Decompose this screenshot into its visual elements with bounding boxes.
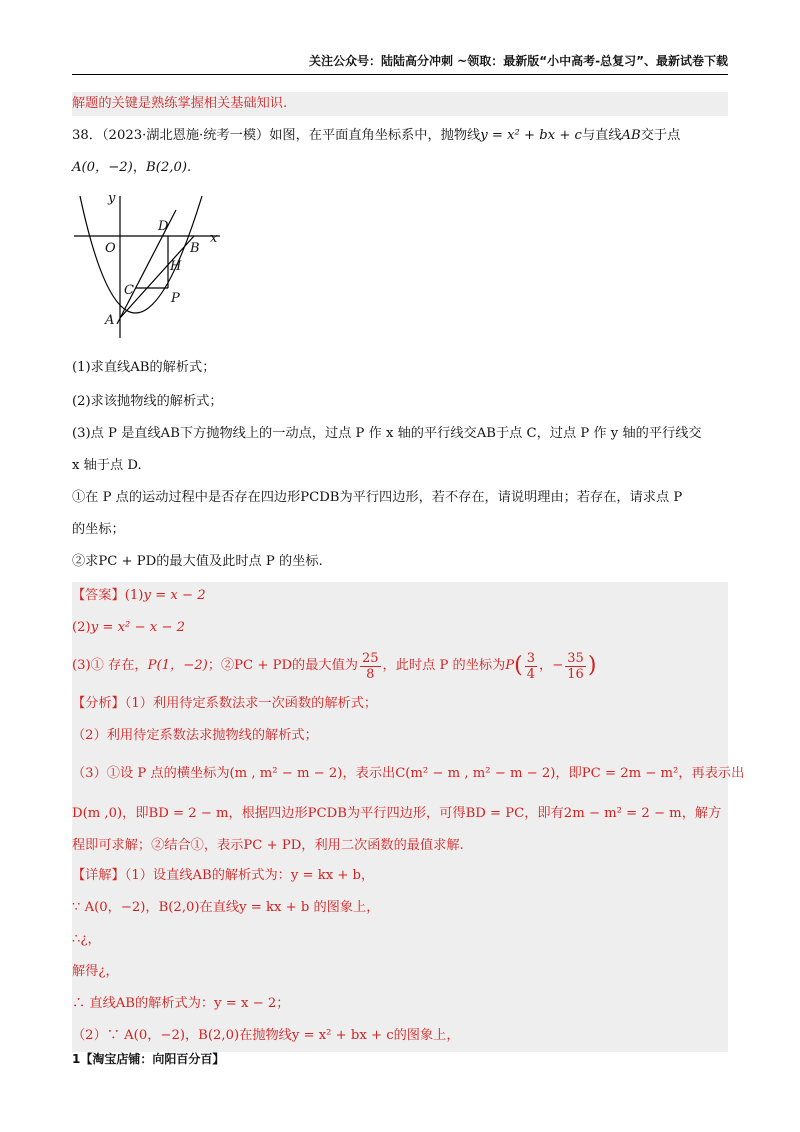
detail-line-3: ∴¿， [72,932,101,947]
label-d: D [158,219,169,234]
point-b: B(2,0) [146,160,187,175]
label-o: O [105,241,116,256]
answer-tag: 【答案】 [72,588,125,603]
analysis-line-4: D(m ,0)，即BD = 2 − m，根据四边形PCDB为平行四边形，可得BD = PC，即有2m − m² = 2 − m，解方 [72,806,722,821]
answer-line-1: 【答案】(1)y = x − 2 [72,588,206,603]
detail-line-1: 【详解】（1）设直线AB的解析式为：y = kx + b， [72,868,375,883]
analysis-line-1: 【分析】（1）利用待定系数法求一次函数的解析式； [72,696,378,711]
question-line-2: A(0，−2)，B(2,0). [72,160,192,175]
detail-line-4: 解得¿， [72,964,119,979]
header-text: 关注公众号：陆陆高分冲刺 ~领取：最新版“小中高考-总复习”、最新试卷下载 [309,54,728,68]
answer-line-3: (3)① 存在， P(1，−2) ；②PC + PD的最大值为 $\frac{25}{8}$ ，此时点 P 的坐标为 P ( $\frac{3}{4}$ ，− $\frac{35}{16}$ ) [72,650,597,682]
part-3-line-2: x 轴于点 D. [72,458,142,473]
answer-line-2: (2)y = x² − x − 2 [72,620,185,635]
label-a: A [105,313,115,328]
label-b: B [190,241,200,256]
solution-block [72,582,745,1052]
analysis-line-2: （2）利用待定系数法求抛物线的解析式； [72,728,318,743]
point-a: A(0，−2) [72,160,133,175]
max-value-fraction: $\frac{25}{8}$ [361,650,379,682]
page-header [72,48,728,75]
p-x-fraction: $\frac{3}{4}$ [526,650,536,682]
label-x: x [210,231,218,246]
page-footer: 1【淘宝店铺：向阳百分百】 [72,1052,225,1066]
sub-question-1-line-1: ①在 P 点的运动过程中是否存在四边形PCDB为平行四边形，若不存在，请说明理由；若存在，请求点 P [72,490,683,505]
label-c: C [124,283,134,298]
part-1: (1)求直线AB的解析式； [72,360,216,375]
detail-line-6: （2）∵ A(0，−2)，B(2,0)在抛物线y = x² + bx + c的图象上， [72,1028,460,1043]
prev-solution-line: 解题的关键是熟练掌握相关基础知识. [72,92,728,116]
detail-line-5: ∴ 直线AB的解析式为：y = x − 2； [72,996,290,1011]
analysis-line-3: （3）①设 P 点的横坐标为(m , m² − m − 2)，表示出C(m² − m , m² − m − 2)，即PC = 2m − m²，再表示出 [72,766,745,781]
part-3-line-1: (3)点 P 是直线AB下方抛物线上的一动点，过点 P 作 x 轴的平行线交AB于点 C，过点 P 作 y 轴的平行线交 [72,426,702,441]
detail-line-2: ∵ A(0，−2)，B(2,0)在直线y = kx + b 的图象上， [72,900,380,915]
part-2: (2)求该抛物线的解析式； [72,394,223,409]
sub-question-2: ②求PC + PD的最大值及此时点 P 的坐标. [72,554,323,569]
question-source: （2023·湖北恩施·统考一模） [101,128,270,143]
coordinate-figure [72,190,232,340]
label-p: P [171,291,180,306]
p-y-fraction: $\frac{35}{16}$ [567,650,584,682]
detail-tag: 【详解】 [72,868,125,883]
analysis-line-5: 程即可求解；②结合①，表示PC + PD，利用二次函数的最值求解. [72,838,464,853]
line-ab [120,236,194,318]
question-number: 38． [72,128,102,143]
label-h: H [170,259,182,274]
parabola-expression: y = x² + bx + c [480,128,582,143]
label-y: y [108,191,116,206]
sub-question-1-line-2: 的坐标； [72,522,125,537]
analysis-tag: 【分析】 [72,696,125,711]
question-line-1: 38．（2023·湖北恩施·统考一模）如图，在平面直角坐标系中，抛物线y = x² + bx + c与直线AB交于点 [72,128,681,143]
page-content [72,92,745,1052]
